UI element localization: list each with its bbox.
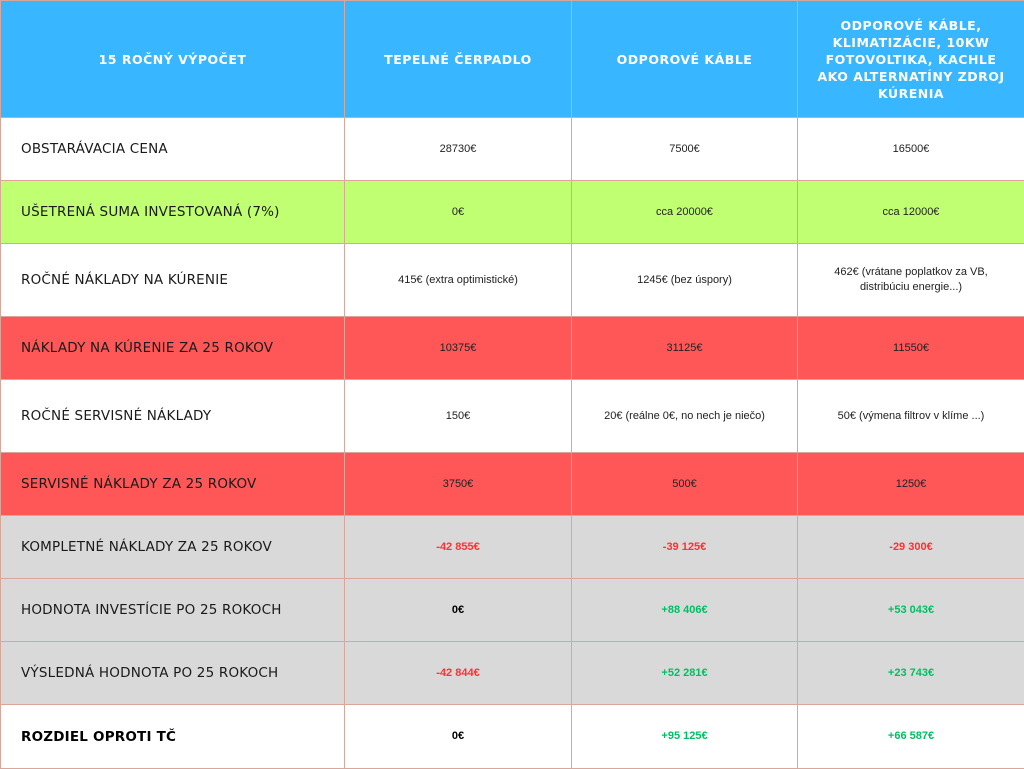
cell-cables: 500€ xyxy=(572,453,798,516)
cell-heat-pump: -42 855€ xyxy=(345,516,572,579)
row-label: KOMPLETNÉ NÁKLADY ZA 25 ROKOV xyxy=(1,516,345,579)
cell-combined: +23 743€ xyxy=(798,642,1024,705)
table-row xyxy=(1,579,1024,642)
row-label: NÁKLADY NA KÚRENIE ZA 25 ROKOV xyxy=(1,317,345,380)
table-row xyxy=(1,118,1024,181)
table-body xyxy=(1,118,1024,769)
cell-combined: -29 300€ xyxy=(798,516,1024,579)
table-row xyxy=(1,380,1024,453)
cell-cables: 20€ (reálne 0€, no nech je niečo) xyxy=(572,380,798,453)
cell-combined: +53 043€ xyxy=(798,579,1024,642)
header-calc-period: 15 ROČNÝ VÝPOČET xyxy=(1,1,345,118)
table-row xyxy=(1,642,1024,705)
table-row xyxy=(1,705,1024,769)
cell-heat-pump: 0€ xyxy=(345,579,572,642)
table-row xyxy=(1,453,1024,516)
cell-heat-pump: 150€ xyxy=(345,380,572,453)
row-label: SERVISNÉ NÁKLADY ZA 25 ROKOV xyxy=(1,453,345,516)
cell-cables: 7500€ xyxy=(572,118,798,181)
cell-combined: cca 12000€ xyxy=(798,181,1024,244)
header-resistance-cables: ODPOROVÉ KÁBLE xyxy=(572,1,798,118)
table-row xyxy=(1,181,1024,244)
table-row xyxy=(1,516,1024,579)
row-label: HODNOTA INVESTÍCIE PO 25 ROKOCH xyxy=(1,579,345,642)
cell-heat-pump: -42 844€ xyxy=(345,642,572,705)
table-row xyxy=(1,317,1024,380)
cell-cables: 31125€ xyxy=(572,317,798,380)
cell-heat-pump: 28730€ xyxy=(345,118,572,181)
row-label: ROZDIEL OPROTI TČ xyxy=(1,705,345,769)
table-row xyxy=(1,244,1024,317)
cell-combined: 50€ (výmena filtrov v klíme ...) xyxy=(798,380,1024,453)
cell-combined: +66 587€ xyxy=(798,705,1024,769)
table-header xyxy=(1,1,1024,118)
cell-cables: cca 20000€ xyxy=(572,181,798,244)
row-label: OBSTARÁVACIA CENA xyxy=(1,118,345,181)
cell-combined: 1250€ xyxy=(798,453,1024,516)
cell-heat-pump: 0€ xyxy=(345,181,572,244)
header-combined-solution: ODPOROVÉ KÁBLE, KLIMATIZÁCIE, 10KW FOTOVOLTIKA, KACHLE AKO ALTERNATÍNY ZDROJ KÚRENIA xyxy=(798,1,1024,118)
cell-heat-pump: 3750€ xyxy=(345,453,572,516)
cell-heat-pump: 415€ (extra optimistické) xyxy=(345,244,572,317)
cell-heat-pump: 10375€ xyxy=(345,317,572,380)
row-label: ROČNÉ SERVISNÉ NÁKLADY xyxy=(1,380,345,453)
header-row xyxy=(1,1,1024,118)
cell-combined: 11550€ xyxy=(798,317,1024,380)
row-label: UŠETRENÁ SUMA INVESTOVANÁ (7%) xyxy=(1,181,345,244)
cell-cables: +52 281€ xyxy=(572,642,798,705)
cell-combined: 16500€ xyxy=(798,118,1024,181)
header-heat-pump: TEPELNÉ ČERPADLO xyxy=(345,1,572,118)
row-label: VÝSLEDNÁ HODNOTA PO 25 ROKOCH xyxy=(1,642,345,705)
cell-combined: 462€ (vrátane poplatkov za VB, distribúciu energie...) xyxy=(798,244,1024,317)
cell-cables: 1245€ (bez úspory) xyxy=(572,244,798,317)
cell-cables: -39 125€ xyxy=(572,516,798,579)
cell-cables: +88 406€ xyxy=(572,579,798,642)
cell-heat-pump: 0€ xyxy=(345,705,572,769)
cell-cables: +95 125€ xyxy=(572,705,798,769)
row-label: ROČNÉ NÁKLADY NA KÚRENIE xyxy=(1,244,345,317)
